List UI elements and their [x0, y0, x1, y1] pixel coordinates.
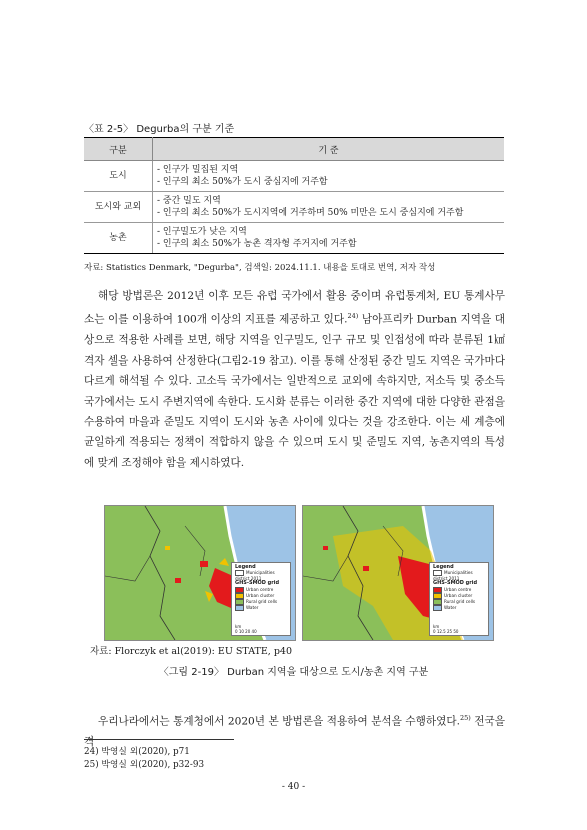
table-header-category: 구분: [84, 138, 153, 161]
paragraph-text: 남아프리카 Durban 지역을 대상으로 적용한 사례를 보면, 해당 지역을 인구밀도, 인구 규모 및 인접성에 따라 분류된 1㎢ 격자 셀을 사용하여 산정한다(그림2-19 참고). 이를 통해 산정된 중간 밀도 지역은 국가마다 다르게 해석될 수 있다. 고소득 국가에서는 일반적으로 교외에 속하지만, 저소득 및 중소득 국가에서는 도시 주변지역에 속한다. 도시화 분류는 이러한 중간 지역에 대한 다양한 관점을 수용하여 마을과 준밀도 지역이 도시와 농촌 사이에 있다는 것을 강조한다. 이는 세 계층에 균일하게 적용되는 정책이 적합하지 않을 수 있으며 도시 및 준밀도 지역, 농촌지역의 특성에 맞게 조정해야 함을 제시하였다.: [84, 313, 505, 469]
figure-source: 자료: Florczyk et al(2019): EU STATE, p40: [90, 646, 293, 657]
criteria-line: - 인구의 최소 50%가 농촌 격자형 주거지에 거주함: [157, 239, 357, 249]
legend-title: Legend: [433, 564, 454, 570]
criteria-line: - 인구의 최소 50%가 도시지역에 거주하며 50% 미만은 도시 중심지에 거주함: [157, 208, 464, 218]
legend-label: Urban centre: [246, 586, 274, 592]
legend-title: Legend: [235, 564, 256, 570]
legend-label: Water: [444, 604, 457, 610]
map-left: [104, 505, 296, 641]
footnote-ref[interactable]: 25): [459, 714, 471, 722]
scale-bar: [235, 624, 257, 634]
legend-grid-title: GHS-SMOD grid: [235, 580, 280, 587]
legend-item: [235, 605, 287, 611]
legend-label: Water: [246, 604, 259, 610]
row-label: 농촌: [84, 223, 153, 254]
row-criteria: [153, 161, 505, 192]
criteria-line: - 중간 밀도 지역: [157, 196, 221, 206]
paragraph-text: 전국을 격: [84, 715, 505, 748]
table-header-row: [84, 138, 504, 161]
figure-caption: 〈그림 2-19〉 Durban 지역을 대상으로 도시/농촌 지역 구분: [158, 667, 429, 678]
legend-label: Rural grid cells: [444, 598, 476, 604]
durban-maps-figure: [104, 505, 494, 639]
row-label: 도시: [84, 161, 153, 192]
scale-unit: km: [433, 624, 440, 629]
row-criteria: [153, 223, 505, 254]
row-label: 도시와 교외: [84, 192, 153, 223]
scale-labels: 0 12.5 25 50: [433, 629, 459, 634]
legend-label: Urban cluster: [246, 592, 275, 598]
table-row: [84, 223, 504, 254]
page-number: - 40 -: [281, 782, 306, 792]
scale-unit: km: [235, 624, 242, 629]
legend-label: Municipalities district 2011: [235, 570, 275, 582]
footnote: 24) 박영실 외(2020), p71: [84, 747, 190, 757]
paragraph-text: 우리나라에서는 통계청에서 2020년 본 방법론을 적용하여 분석을 수행하였다.: [98, 715, 460, 728]
criteria-table: [84, 137, 504, 254]
legend-item: [433, 605, 485, 611]
criteria-line: - 인구밀도가 낮은 지역: [157, 227, 247, 237]
table-caption: 〈표 2-5〉 Degurba의 구분 기준: [84, 124, 235, 135]
footnote: 25) 박영실 외(2020), p32-93: [84, 760, 205, 770]
scale-labels: 0 10 20 40: [235, 629, 257, 634]
legend-label: Urban centre: [444, 586, 472, 592]
legend-grid-title: GHS-SMOD grid: [433, 580, 478, 587]
criteria-line: - 인구의 최소 50%가 도시 중심지에 거주함: [157, 177, 328, 187]
row-criteria: [153, 192, 505, 223]
legend-label: Urban cluster: [444, 592, 473, 598]
legend-label: Municipalities district 2011: [433, 570, 473, 582]
criteria-line: - 인구가 밀집된 지역: [157, 165, 239, 175]
footnote-divider: [84, 739, 234, 740]
table-row: [84, 161, 504, 192]
map-right: [302, 505, 494, 641]
table-source: 자료: Statistics Denmark, "Degurba", 검색일: 2024.11.1. 내용을 토대로 번역, 저자 작성: [84, 263, 436, 273]
paragraph-text: 해당 방법론은 2012년 이후 모든 유럽 국가에서 활용 중이며 유럽통계처, EU 통계사무소는 이를 이용하여 100개 이상의 지표를 제공하고 있다.: [84, 290, 505, 326]
footnote-ref[interactable]: 24): [347, 312, 359, 321]
table-header-criteria: 기 준: [153, 138, 505, 161]
table-row: [84, 192, 504, 223]
legend-label: Rural grid cells: [246, 598, 278, 604]
scale-bar: [433, 624, 458, 634]
body-paragraph: [84, 286, 505, 473]
